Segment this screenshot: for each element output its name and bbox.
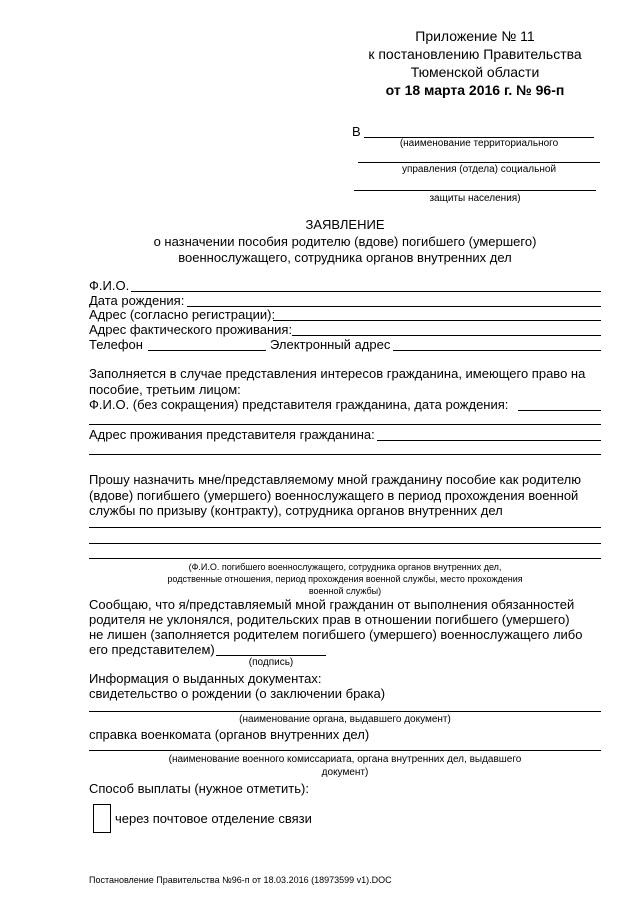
military-certificate-label: справка военкомата (органов внутренних дел)	[89, 727, 370, 742]
request-line-2: (вдове) погибшего (умершего) военнослужащего в период прохождения военной	[89, 488, 579, 503]
representative-name-field[interactable]	[518, 410, 601, 411]
reg-address-field[interactable]	[273, 320, 601, 321]
form-subtitle-2: военнослужащего, сотрудника органов внутренних дел	[178, 250, 512, 265]
actual-address-label: Адрес фактического проживания:	[89, 322, 293, 337]
post-office-label: через почтовое отделение связи	[115, 811, 312, 826]
representative-name-field-2[interactable]	[89, 424, 601, 425]
birth-date-label: Дата рождения:	[89, 293, 185, 308]
actual-address-field[interactable]	[292, 335, 601, 336]
birth-certificate-label: свидетельство о рождении (о заключении брака)	[89, 686, 386, 701]
representative-address-label: Адрес проживания представителя гражданина:	[89, 427, 375, 442]
request-field-1[interactable]	[89, 527, 601, 528]
email-field[interactable]	[393, 350, 601, 351]
appendix-block	[360, 27, 590, 99]
signature-hint: (подпись)	[248, 657, 294, 668]
post-office-checkbox[interactable]	[93, 804, 111, 833]
declaration-line-4: его представителем)	[89, 642, 215, 657]
appendix-region: Тюменской области	[410, 64, 540, 80]
reg-address-label: Адрес (согласно регистрации):	[89, 307, 276, 322]
addressee-line-3[interactable]	[354, 190, 596, 191]
addressee-line-2[interactable]	[358, 162, 600, 163]
representative-name-label: Ф.И.О. (без сокращения) представителя гражданина, дата рождения:	[89, 397, 509, 412]
document-footer: Постановление Правительства №96-п от 18.03.2016 (18973599 v1).DOC	[89, 875, 392, 885]
fio-field[interactable]	[131, 291, 601, 292]
birth-certificate-field[interactable]	[89, 711, 601, 712]
phone-label: Телефон	[89, 337, 143, 352]
signature-field[interactable]	[216, 655, 326, 656]
addressee-prefix: В	[352, 124, 361, 139]
appendix-date: от 18 марта 2016 г. № 96-п	[385, 82, 565, 98]
declaration-line-2: родителя не уклонялся, родительских прав в отношении погибшего (умершего)	[89, 612, 570, 627]
addressee-hint-2: управления (отдела) социальной	[401, 164, 557, 175]
appendix-number: Приложение № 11	[415, 28, 535, 44]
representative-note-2: пособие, третьим лицом:	[89, 382, 241, 397]
military-certificate-hint-2: документ)	[321, 767, 369, 778]
request-hint-1: (Ф.И.О. погибшего военнослужащего, сотрудника органов внутренних дел,	[188, 562, 502, 572]
representative-note-1: Заполняется в случае представления интересов гражданина, имеющего право на	[89, 366, 586, 381]
appendix-resolution: к постановлению Правительства	[368, 46, 582, 62]
form-subtitle-1: о назначении пособия родителю (вдове) погибшего (умершего)	[153, 234, 537, 249]
request-hint-3: военной службы)	[308, 586, 382, 596]
representative-address-field[interactable]	[377, 440, 601, 441]
declaration-line-1: Сообщаю, что я/представляемый мной гражданин от выполнения обязанностей	[89, 597, 575, 612]
military-certificate-hint-1: (наименование военного комиссариата, органа внутренних дел, выдавшего	[168, 754, 522, 765]
documents-heading: Информация о выданных документах:	[89, 671, 322, 686]
birth-certificate-hint: (наименование органа, выдавшего документ)	[239, 714, 451, 725]
payment-heading: Способ выплаты (нужное отметить):	[89, 781, 309, 796]
request-line-1: Прошу назначить мне/представляемому мной гражданину пособие как родителю	[89, 472, 582, 487]
email-label: Электронный адрес	[270, 337, 391, 352]
representative-address-field-2[interactable]	[89, 454, 601, 455]
military-certificate-field[interactable]	[89, 750, 601, 751]
form-title: ЗАЯВЛЕНИЕ	[305, 217, 385, 232]
request-field-3[interactable]	[89, 558, 601, 559]
fio-label: Ф.И.О.	[89, 278, 130, 293]
phone-field[interactable]	[148, 350, 266, 351]
declaration-line-3: не лишен (заполняется родителем погибшего (умершего) военнослужащего либо	[89, 627, 583, 642]
request-line-3: службы по призыву (контракту), сотрудника органов внутренних дел	[89, 503, 503, 518]
request-hint-2: родственные отношения, период прохождения военной службы, место прохождения	[167, 574, 523, 584]
addressee-hint-1: (наименование территориального	[399, 138, 559, 149]
request-field-2[interactable]	[89, 543, 601, 544]
addressee-hint-3: защиты населения)	[429, 193, 521, 204]
